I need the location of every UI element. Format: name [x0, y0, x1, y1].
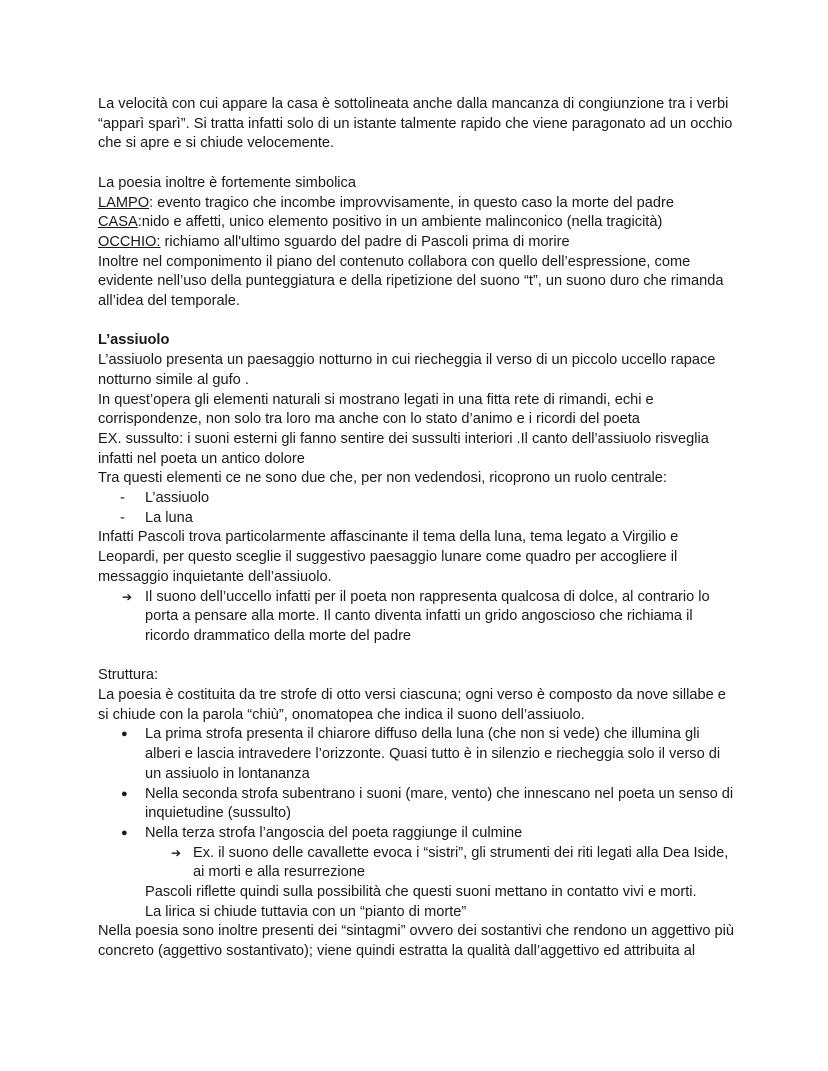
assiuolo-paragraph-2: In quest’opera gli elementi naturali si mostrano legati in una fitta rete di rimandi, echi e corrispondenze, non solo tra loro ma anche con lo stato d’animo e i ricordi del poeta	[98, 391, 654, 428]
symbol-definition: richiamo all'ultimo sguardo del padre di Pascoli prima di morire	[160, 233, 570, 250]
intro-paragraph-2: La poesia inoltre è fortemente simbolica	[98, 174, 356, 191]
bullet-icon: ●	[121, 787, 128, 800]
list-item	[98, 489, 738, 509]
nested-arrow-list-item	[98, 844, 738, 883]
symbol-definition: :nido e affetti, unico elemento positivo in un ambiente malinconico (nella tragicità)	[137, 214, 663, 231]
arrow-list-item	[98, 588, 738, 647]
section-label-struttura: Struttura:	[98, 667, 159, 684]
bullet-list-item	[98, 824, 738, 844]
symbol-definition: : evento tragico che incombe improvvisamente, in questo caso la morte del padre	[149, 194, 674, 211]
bullet-icon: ●	[121, 728, 128, 741]
arrow-right-icon: ➔	[171, 845, 182, 860]
list-item-text: Nella terza strofa l’angoscia del poeta raggiunge il culmine	[145, 824, 523, 841]
list-item-text: Il suono dell’uccello infatti per il poeta non rappresenta qualcosa di dolce, al contrario lo porta a pensare alla morte. Il canto diventa infatti un grido angoscioso che richiama il ricordo drammatico della morte del padre	[145, 588, 710, 644]
assiuolo-paragraph-4: Tra questi elementi ce ne sono due che, per non vedendosi, ricoprono un ruolo centrale:	[98, 470, 667, 487]
dash-icon: -	[120, 490, 125, 507]
symbol-term: OCCHIO:	[98, 233, 161, 250]
indented-paragraph-2: La lirica si chiude tuttavia con un “pianto di morte”	[145, 903, 467, 920]
dash-icon: -	[120, 509, 125, 526]
struttura-paragraph-1: La poesia è costituita da tre strofe di otto versi ciascuna; ogni verso è composto da nove sillabe e si chiude con la parola “chiù”, onomatopea che indica il suono dell’assiuolo.	[98, 687, 726, 723]
symbol-term: LAMPO	[98, 194, 150, 211]
assiuolo-paragraph-3: EX. sussulto: i suoni esterni gli fanno sentire dei sussulti interiori .Il canto dell’assiuolo risveglia infatti nel poeta un antico dolore	[98, 430, 709, 467]
list-item-text: L’assiuolo	[145, 490, 210, 507]
assiuolo-paragraph-1: L’assiuolo presenta un paesaggio notturno in cui riecheggia il verso di un piccolo uccello rapace notturno simile al gufo .	[98, 352, 716, 388]
assiuolo-paragraph-5: Infatti Pascoli trova particolarmente affascinante il tema della luna, tema legato a Virgilio e Leopardi, per questo sceglie il suggestivo paesaggio lunare come quadro per accogliere il messaggio inquietante dell’assiuolo.	[98, 529, 679, 585]
bullet-list-item	[98, 725, 738, 784]
bullet-icon: ●	[121, 826, 128, 839]
spacer	[98, 647, 738, 667]
document-page	[98, 95, 738, 962]
intro-paragraph-3: Inoltre nel componimento il piano del contenuto collabora con quello dell’espressione, come evidente nell’uso della punteggiatura e della ripetizione del suono “t”, un suono duro che rimanda all’idea del temporale.	[98, 253, 724, 310]
arrow-right-icon: ➔	[122, 589, 133, 604]
list-item-text: Ex. il suono delle cavallette evoca i “sistri”, gli strumenti dei riti legati alla Dea Iside, ai morti e alla resurrezione	[193, 844, 729, 881]
symbol-occhio	[98, 233, 738, 253]
indented-paragraph-1: Pascoli riflette quindi sulla possibilità che questi suoni mettano in contatto vivi e morti.	[145, 884, 697, 901]
section-heading-assiuolo: L’assiuolo	[98, 332, 170, 349]
list-item	[98, 509, 738, 529]
symbol-casa	[98, 213, 738, 233]
bullet-list-item	[98, 785, 738, 824]
list-item-text: La luna	[145, 509, 193, 526]
closing-paragraph: Nella poesia sono inoltre presenti dei “sintagmi” ovvero dei sostantivi che rendono un aggettivo più concreto (aggettivo sostantivato); viene quindi estratta la qualità dall’aggettivo ed attribuita al	[98, 923, 735, 960]
list-item-text: La prima strofa presenta il chiarore diffuso della luna (che non si vede) che illumina gli alberi e lascia intravedere l’orizzonte. Quasi tutto è in silenzio e riecheggia solo il verso di un assiuolo in lontananza	[145, 726, 721, 782]
intro-paragraph-1: La velocità con cui appare la casa è sottolineata anche dalla mancanza di congiunzione tra i verbi “apparì sparì”. Si tratta infatti solo di un istante talmente rapido che viene paragonato ad un occhio che si apre e si chiude velocemente.	[98, 96, 733, 152]
symbol-term: CASA	[98, 214, 138, 231]
symbol-lampo	[98, 194, 738, 214]
spacer	[98, 154, 738, 174]
spacer	[98, 312, 738, 332]
list-item-text: Nella seconda strofa subentrano i suoni (mare, vento) che innescano nel poeta un senso di inquietudine (sussulto)	[145, 785, 734, 822]
